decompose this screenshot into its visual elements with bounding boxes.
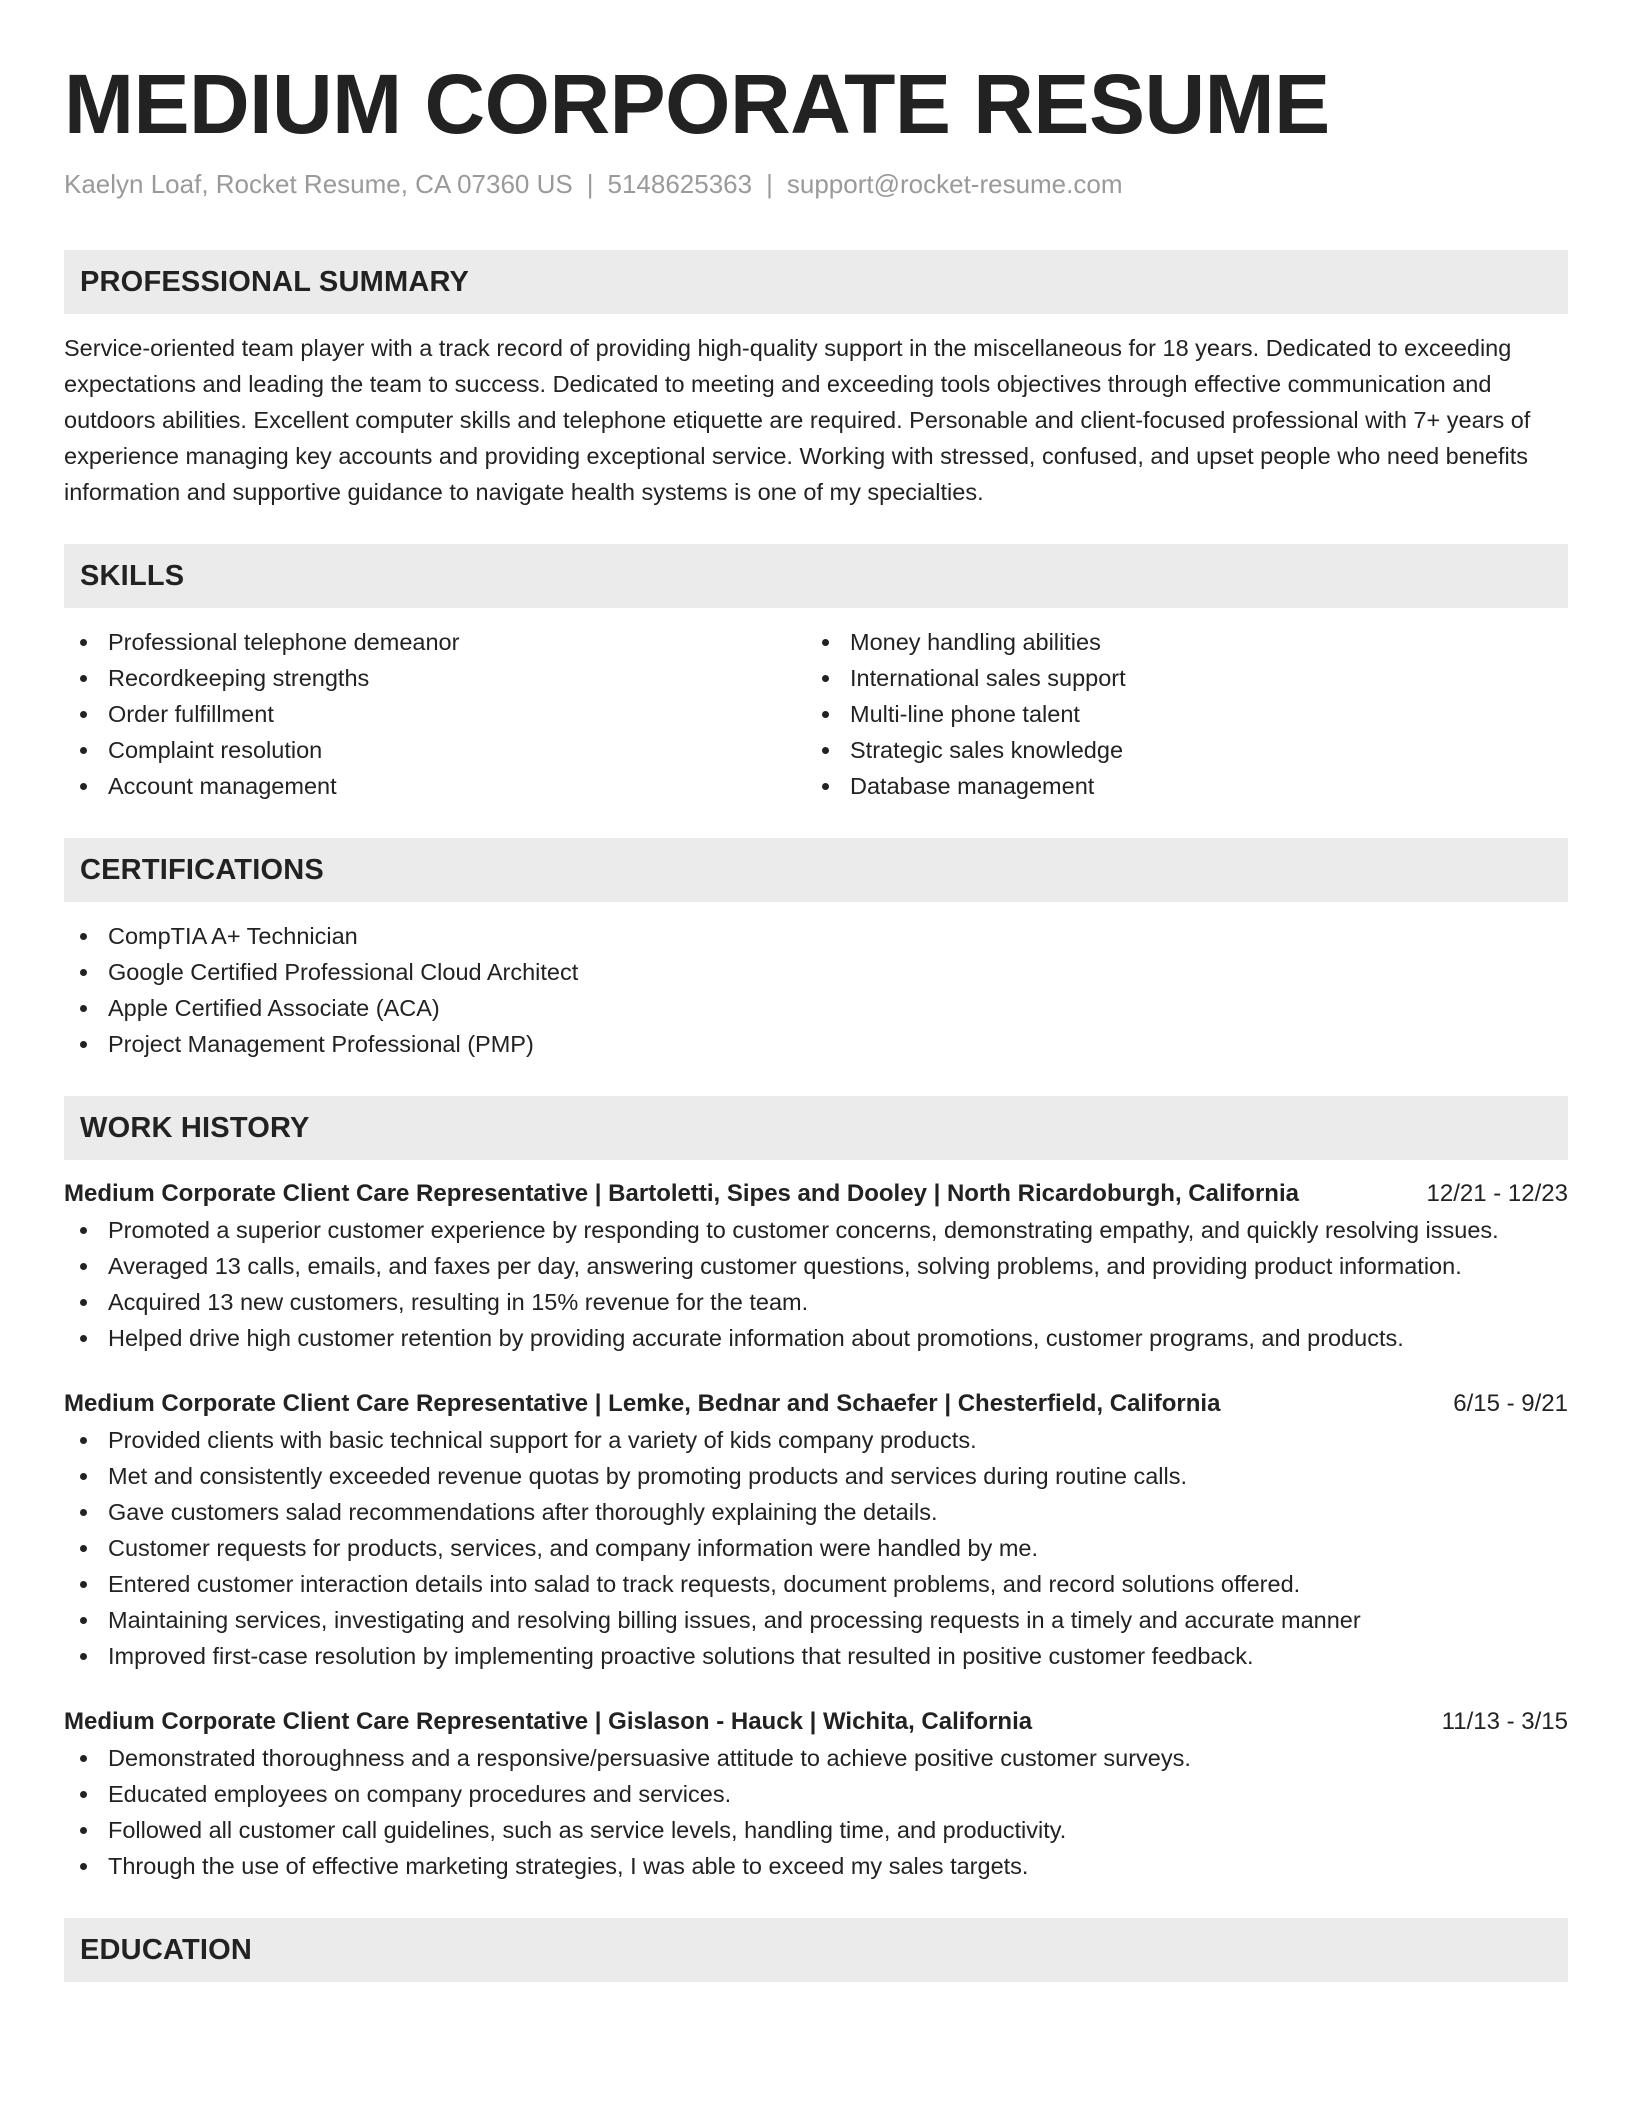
- job-bullet: Promoted a superior customer experience by responding to customer concerns, demonstrating empathy, and quickly resolving issues.: [64, 1212, 1568, 1248]
- resume-title: MEDIUM CORPORATE RESUME: [64, 57, 1330, 151]
- contact-line: [64, 166, 1568, 202]
- certification-item: Apple Certified Associate (ACA): [64, 990, 1568, 1026]
- job-bullet: Averaged 13 calls, emails, and faxes per day, answering customer questions, solving problems, and providing product information.: [64, 1248, 1568, 1284]
- job-bullet: Demonstrated thoroughness and a responsive/persuasive attitude to achieve positive customer surveys.: [64, 1740, 1568, 1776]
- job-entry: [64, 1704, 1568, 1884]
- skill-item: Professional telephone demeanor: [64, 624, 806, 660]
- certification-item: CompTIA A+ Technician: [64, 918, 1568, 954]
- job-bullet: Followed all customer call guidelines, such as service levels, handling time, and productivity.: [64, 1812, 1568, 1848]
- job-bullet: Entered customer interaction details into salad to track requests, document problems, and record solutions offered.: [64, 1566, 1568, 1602]
- summary-section-header: [64, 250, 1568, 314]
- job-bullets: [64, 1422, 1568, 1674]
- job-header: [64, 1386, 1568, 1422]
- job-dates: 6/15 - 9/21: [1453, 1390, 1568, 1417]
- contact-separator: |: [766, 169, 773, 199]
- job-bullet: Educated employees on company procedures and services.: [64, 1776, 1568, 1812]
- skills-right-list: [806, 624, 1548, 804]
- skill-item: Complaint resolution: [64, 732, 806, 768]
- job-title: Medium Corporate Client Care Representative | Gislason - Hauck | Wichita, California: [64, 1708, 1033, 1735]
- certifications-section-header: [64, 838, 1568, 902]
- job-dates: 12/21 - 12/23: [1426, 1180, 1568, 1207]
- job-title: Medium Corporate Client Care Representative | Lemke, Bednar and Schaefer | Chesterfield, California: [64, 1390, 1221, 1417]
- job-bullet: Gave customers salad recommendations after thoroughly explaining the details.: [64, 1494, 1568, 1530]
- skills-section-header: [64, 544, 1568, 608]
- job-dates: 11/13 - 3/15: [1441, 1708, 1568, 1735]
- skill-item: Order fulfillment: [64, 696, 806, 732]
- skills-heading: SKILLS: [80, 559, 185, 592]
- contact-email: support@rocket-resume.com: [786, 169, 1123, 199]
- work-history-heading: WORK HISTORY: [80, 1111, 310, 1144]
- contact-phone: 5148625363: [607, 169, 753, 199]
- skills-left-list: [64, 624, 806, 804]
- job-entry: [64, 1176, 1568, 1356]
- skill-item: International sales support: [806, 660, 1548, 696]
- skill-item: Recordkeeping strengths: [64, 660, 806, 696]
- skills-grid: [64, 624, 1568, 804]
- job-header: [64, 1704, 1568, 1740]
- job-bullet: Met and consistently exceeded revenue quotas by promoting products and services during routine calls.: [64, 1458, 1568, 1494]
- job-title: Medium Corporate Client Care Representative | Bartoletti, Sipes and Dooley | North Ricardoburgh, California: [64, 1180, 1299, 1207]
- skill-item: Money handling abilities: [806, 624, 1548, 660]
- job-bullet: Through the use of effective marketing strategies, I was able to exceed my sales targets.: [64, 1848, 1568, 1884]
- job-bullet: Acquired 13 new customers, resulting in 15% revenue for the team.: [64, 1284, 1568, 1320]
- job-bullets: [64, 1740, 1568, 1884]
- certifications-heading: CERTIFICATIONS: [80, 853, 324, 886]
- certification-item: Project Management Professional (PMP): [64, 1026, 1568, 1062]
- job-bullet: Customer requests for products, services, and company information were handled by me.: [64, 1530, 1568, 1566]
- certification-item: Google Certified Professional Cloud Architect: [64, 954, 1568, 990]
- education-section-header: [64, 1918, 1568, 1982]
- job-bullets: [64, 1212, 1568, 1356]
- summary-text: Service-oriented team player with a track record of providing high-quality support in the miscellaneous for 18 years. Dedicated to exceeding expectations and leading the team to success. Dedicated to meeting and exceeding tools objectives through effective communication and outdoors abilities. Excellent computer skills and telephone etiquette are required. Personable and client-focused professional with 7+ years of experience managing key accounts and providing exceptional service. Working with stressed, confused, and upset people who need benefits information and supportive guidance to navigate health systems is one of my specialties.: [64, 335, 1531, 505]
- skill-item: Strategic sales knowledge: [806, 732, 1548, 768]
- work-history-section-header: [64, 1096, 1568, 1160]
- resume-page: [64, 56, 1568, 1982]
- contact-separator: |: [586, 169, 594, 199]
- contact-address: Kaelyn Loaf, Rocket Resume, CA 07360 US: [64, 169, 573, 199]
- skill-item: Database management: [806, 768, 1548, 804]
- job-entry: [64, 1386, 1568, 1674]
- certifications-list: [64, 918, 1568, 1062]
- job-bullet: Maintaining services, investigating and resolving billing issues, and processing requests in a timely and accurate manner: [64, 1602, 1568, 1638]
- skill-item: Account management: [64, 768, 806, 804]
- job-header: [64, 1176, 1568, 1212]
- summary-heading: PROFESSIONAL SUMMARY: [80, 265, 470, 298]
- job-bullet: Provided clients with basic technical support for a variety of kids company products.: [64, 1422, 1568, 1458]
- skill-item: Multi-line phone talent: [806, 696, 1548, 732]
- job-bullet: Helped drive high customer retention by providing accurate information about promotions, customer programs, and products.: [64, 1320, 1568, 1356]
- education-heading: EDUCATION: [80, 1933, 253, 1966]
- job-bullet: Improved first-case resolution by implementing proactive solutions that resulted in positive customer feedback.: [64, 1638, 1568, 1674]
